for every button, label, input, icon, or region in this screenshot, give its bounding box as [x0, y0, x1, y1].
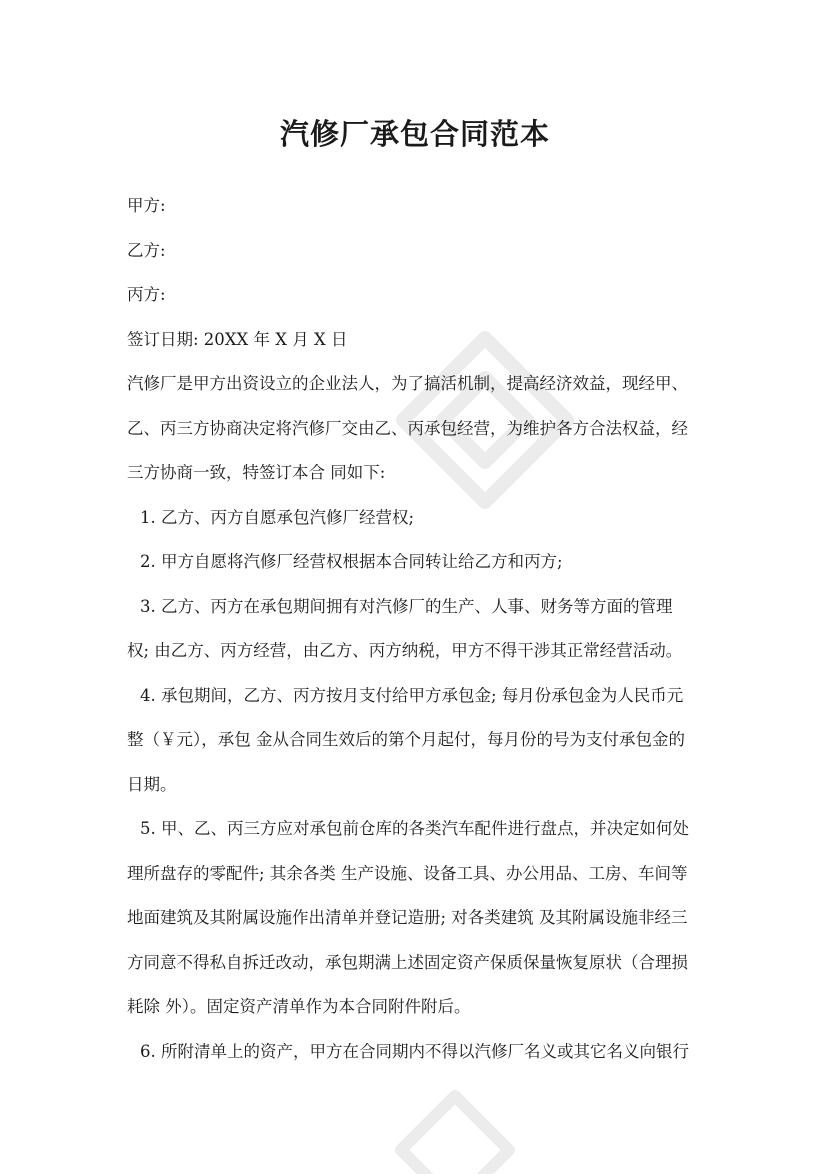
clause-line: 整（￥元），承包 金从合同生效后的第个月起付，每月份的号为支付承包金的 — [127, 730, 685, 749]
document-body — [127, 188, 712, 1078]
clause-line: 权; 由乙方、丙方经营，由乙方、丙方纳税，甲方不得干涉其正常经营活动。 — [127, 641, 683, 660]
clause-6 — [127, 1034, 712, 1069]
party-b-label: 乙方: — [127, 240, 166, 260]
clause-1 — [127, 500, 712, 535]
party-c-label: 丙方: — [127, 285, 166, 304]
clause-line: 3. 乙方、丙方在承包期间拥有对汽修厂的生产、人事、财务等方面的管理 — [140, 596, 673, 616]
document-title: 汽修厂承包合同范本 — [279, 117, 550, 151]
clause-line: 2. 甲方自愿将汽修厂经营权根据本合同转让给乙方和丙方; — [140, 552, 563, 571]
clause-line: 方同意不得私自拆迁改动，承包期满上述固定资产保质保量恢复原状（合理损 — [127, 952, 688, 972]
intro-line: 乙、丙三方协商决定将汽修厂交由乙、丙承包经营，为维护各方合法权益，经 — [127, 418, 688, 438]
clause-3 — [127, 589, 712, 669]
clause-line: 6. 所附清单上的资产，甲方在合同期内不得以汽修厂名义或其它名义向银行 — [140, 1041, 689, 1061]
intro-line: 三方协商一致，特签订本合 同如下: — [127, 463, 386, 482]
clause-line: 日期。 — [127, 774, 177, 794]
sign-date: 签订日期: 20XX 年 X 月 X 日 — [127, 329, 348, 349]
clause-4 — [127, 678, 712, 802]
intro-line: 汽修厂是甲方出资设立的企业法人，为了搞活机制，提高经济效益，现经甲、 — [127, 374, 688, 393]
clause-line: 理所盘存的零配件; 其余各类 生产设施、设备工具、办公用品、工房、车间等 — [127, 863, 688, 883]
clause-line: 1. 乙方、丙方自愿承包汽修厂经营权; — [140, 507, 415, 527]
clause-2 — [127, 544, 712, 579]
clause-line: 地面建筑及其附属设施作出清单并登记造册; 对各类建筑 及其附属设施非经三 — [127, 908, 688, 927]
clause-5 — [127, 811, 712, 1024]
watermark-logo-partial-icon — [395, 1090, 515, 1174]
party-a-label: 甲方: — [127, 196, 166, 215]
clause-line: 4. 承包期间，乙方、丙方按月支付给甲方承包金; 每月份承包金为人民币元 — [140, 685, 684, 705]
intro-paragraph — [127, 366, 712, 490]
clause-line: 5. 甲、乙、丙三方应对承包前仓库的各类汽车配件进行盘点，并决定如何处 — [140, 819, 689, 838]
clause-line: 耗除 外）。固定资产清单作为本合同附件附后。 — [127, 997, 471, 1016]
